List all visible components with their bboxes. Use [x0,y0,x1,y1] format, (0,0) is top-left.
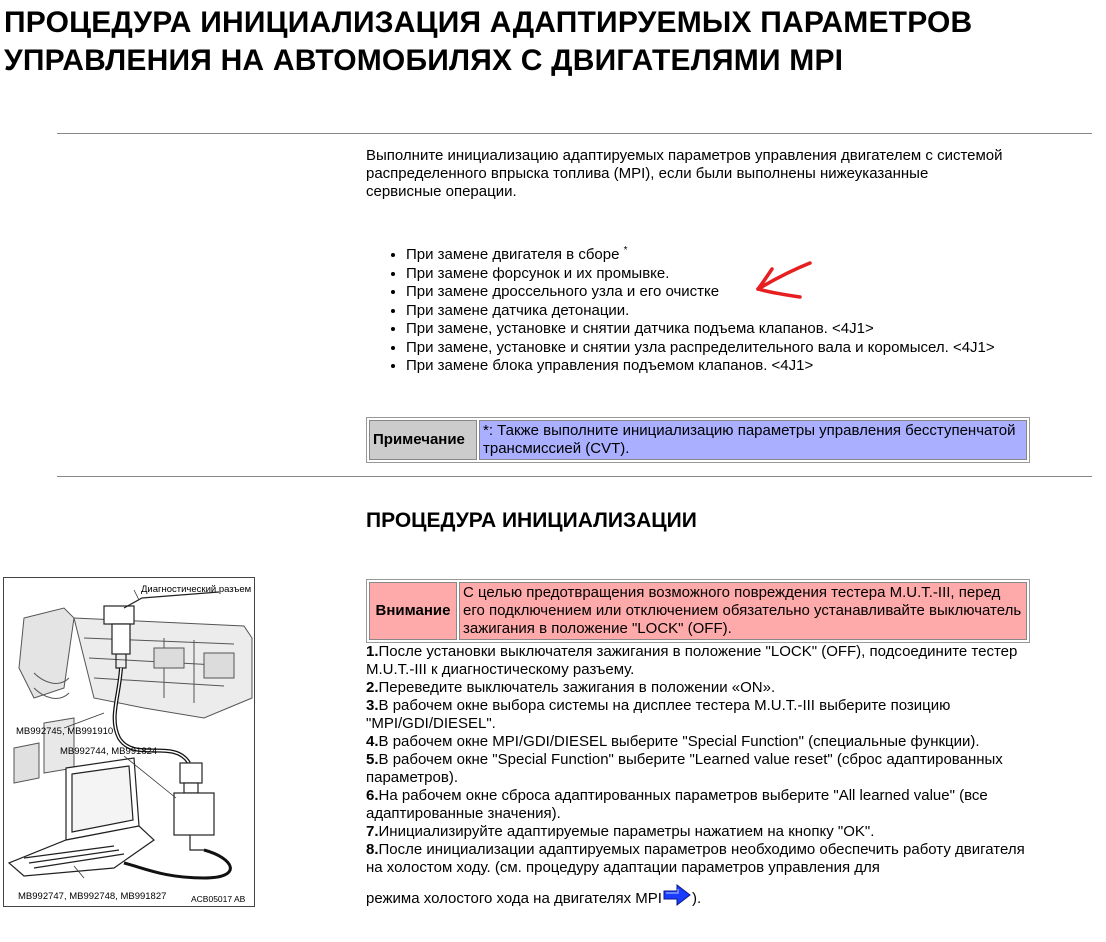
procedure-steps [366,643,1036,908]
list-item: • При замене двигателя в сборе * [406,242,1046,265]
step-item: 5.В рабочем окне "Special Function" выберите "Learned value reset" (сброс адаптированных параметров). [366,751,1003,786]
page-title-line2: УПРАВЛЕНИЯ НА АВТОМОБИЛЯХ С ДВИГАТЕЛЯМИ MPI [4,44,844,77]
label-figure-code: ACB05017 AB [191,894,246,904]
step-item: 2.Переведите выключатель зажигания в положении «ON». [366,679,776,696]
list-item: • При замене форсунок и их промывке. [406,265,1046,284]
warning-label: Внимание [369,582,457,640]
list-item: • При замене дроссельного узла и его очистке [406,283,1046,302]
note-label: Примечание [369,420,477,460]
warning-text: С целью предотвращения возможного повреждения тестера M.U.T.-III, перед его подключением или отключением обязательно устанавливайте выключатель зажигания в положение "LOCK" (OFF). [459,582,1027,640]
step-item: 6.На рабочем окне сброса адаптированных параметров выберите "All learned value" (все адаптированные значения). [366,787,988,822]
step-item: 7.Инициализируйте адаптируемые параметры нажатием на кнопку "OK". [366,823,875,840]
footnote-mark: * [623,245,628,256]
connection-diagram-drawing [4,578,254,906]
list-item: • При замене блока управления подъемом клапанов. <4J1> [406,357,1046,376]
warning-box [366,579,1030,643]
step-item: 3.В рабочем окне выбора системы на дисплее тестера M.U.T.-III выберите позицию "MPI/GDI/DIESEL". [366,697,951,732]
intro-text: Выполните инициализацию адаптируемых параметров управления двигателем с системой распределенного впрыска топлива (MPI), если были выполнены нижеуказанные сервисные операции. [366,147,1003,200]
note-text: *: Также выполните инициализацию параметры управления бесступенчатой трансмиссией (CVT). [479,420,1027,460]
right-arrow-icon[interactable] [662,883,692,907]
step-item: 8.После инициализации адаптируемых параметров необходимо обеспечить работу двигателя на холостом ходу. (см. процедуру адаптации параметров управления для [366,841,1025,876]
page-title [4,4,1094,80]
step-item: 4.В рабочем окне MPI/GDI/DIESEL выберите "Special Function" (специальные функции). [366,733,980,750]
list-item: • При замене датчика детонации. [406,302,1046,321]
step-item: 1.После установки выключателя зажигания в положение "LOCK" (OFF), подсоедините тестер M.U.T.-III к диагностическому разъему. [366,643,1018,678]
list-item: • При замене, установке и снятии датчика подъема клапанов. <4J1> [406,320,1046,339]
procedure-title: ПРОЦЕДУРА ИНИЦИАЛИЗАЦИИ [366,509,697,532]
page-title-line1: ПРОЦЕДУРА ИНИЦИАЛИЗАЦИЯ АДАПТИРУЕМЫХ ПАРАМЕТРОВ [4,6,973,39]
divider-top [57,133,1092,134]
red-arrow-annotation [750,255,816,305]
list-item: • При замене, установке и снятии узла распределительного вала и коромысел. <4J1> [406,339,1046,358]
label-diagnostic-connector: Диагностический разъем [141,584,252,595]
label-laptop: MB992747, MB992748, MB991827 [18,891,167,902]
label-cable-2: MB992744, MB991824 [60,746,158,757]
connection-diagram [3,577,255,907]
step-8-tail: режима холостого хода на двигателях MPI ). [366,883,1036,908]
service-operations-list [366,242,1046,376]
divider-middle [57,476,1092,477]
label-cable-1: MB992745, MB991910 [16,726,114,737]
note-box [366,417,1030,463]
